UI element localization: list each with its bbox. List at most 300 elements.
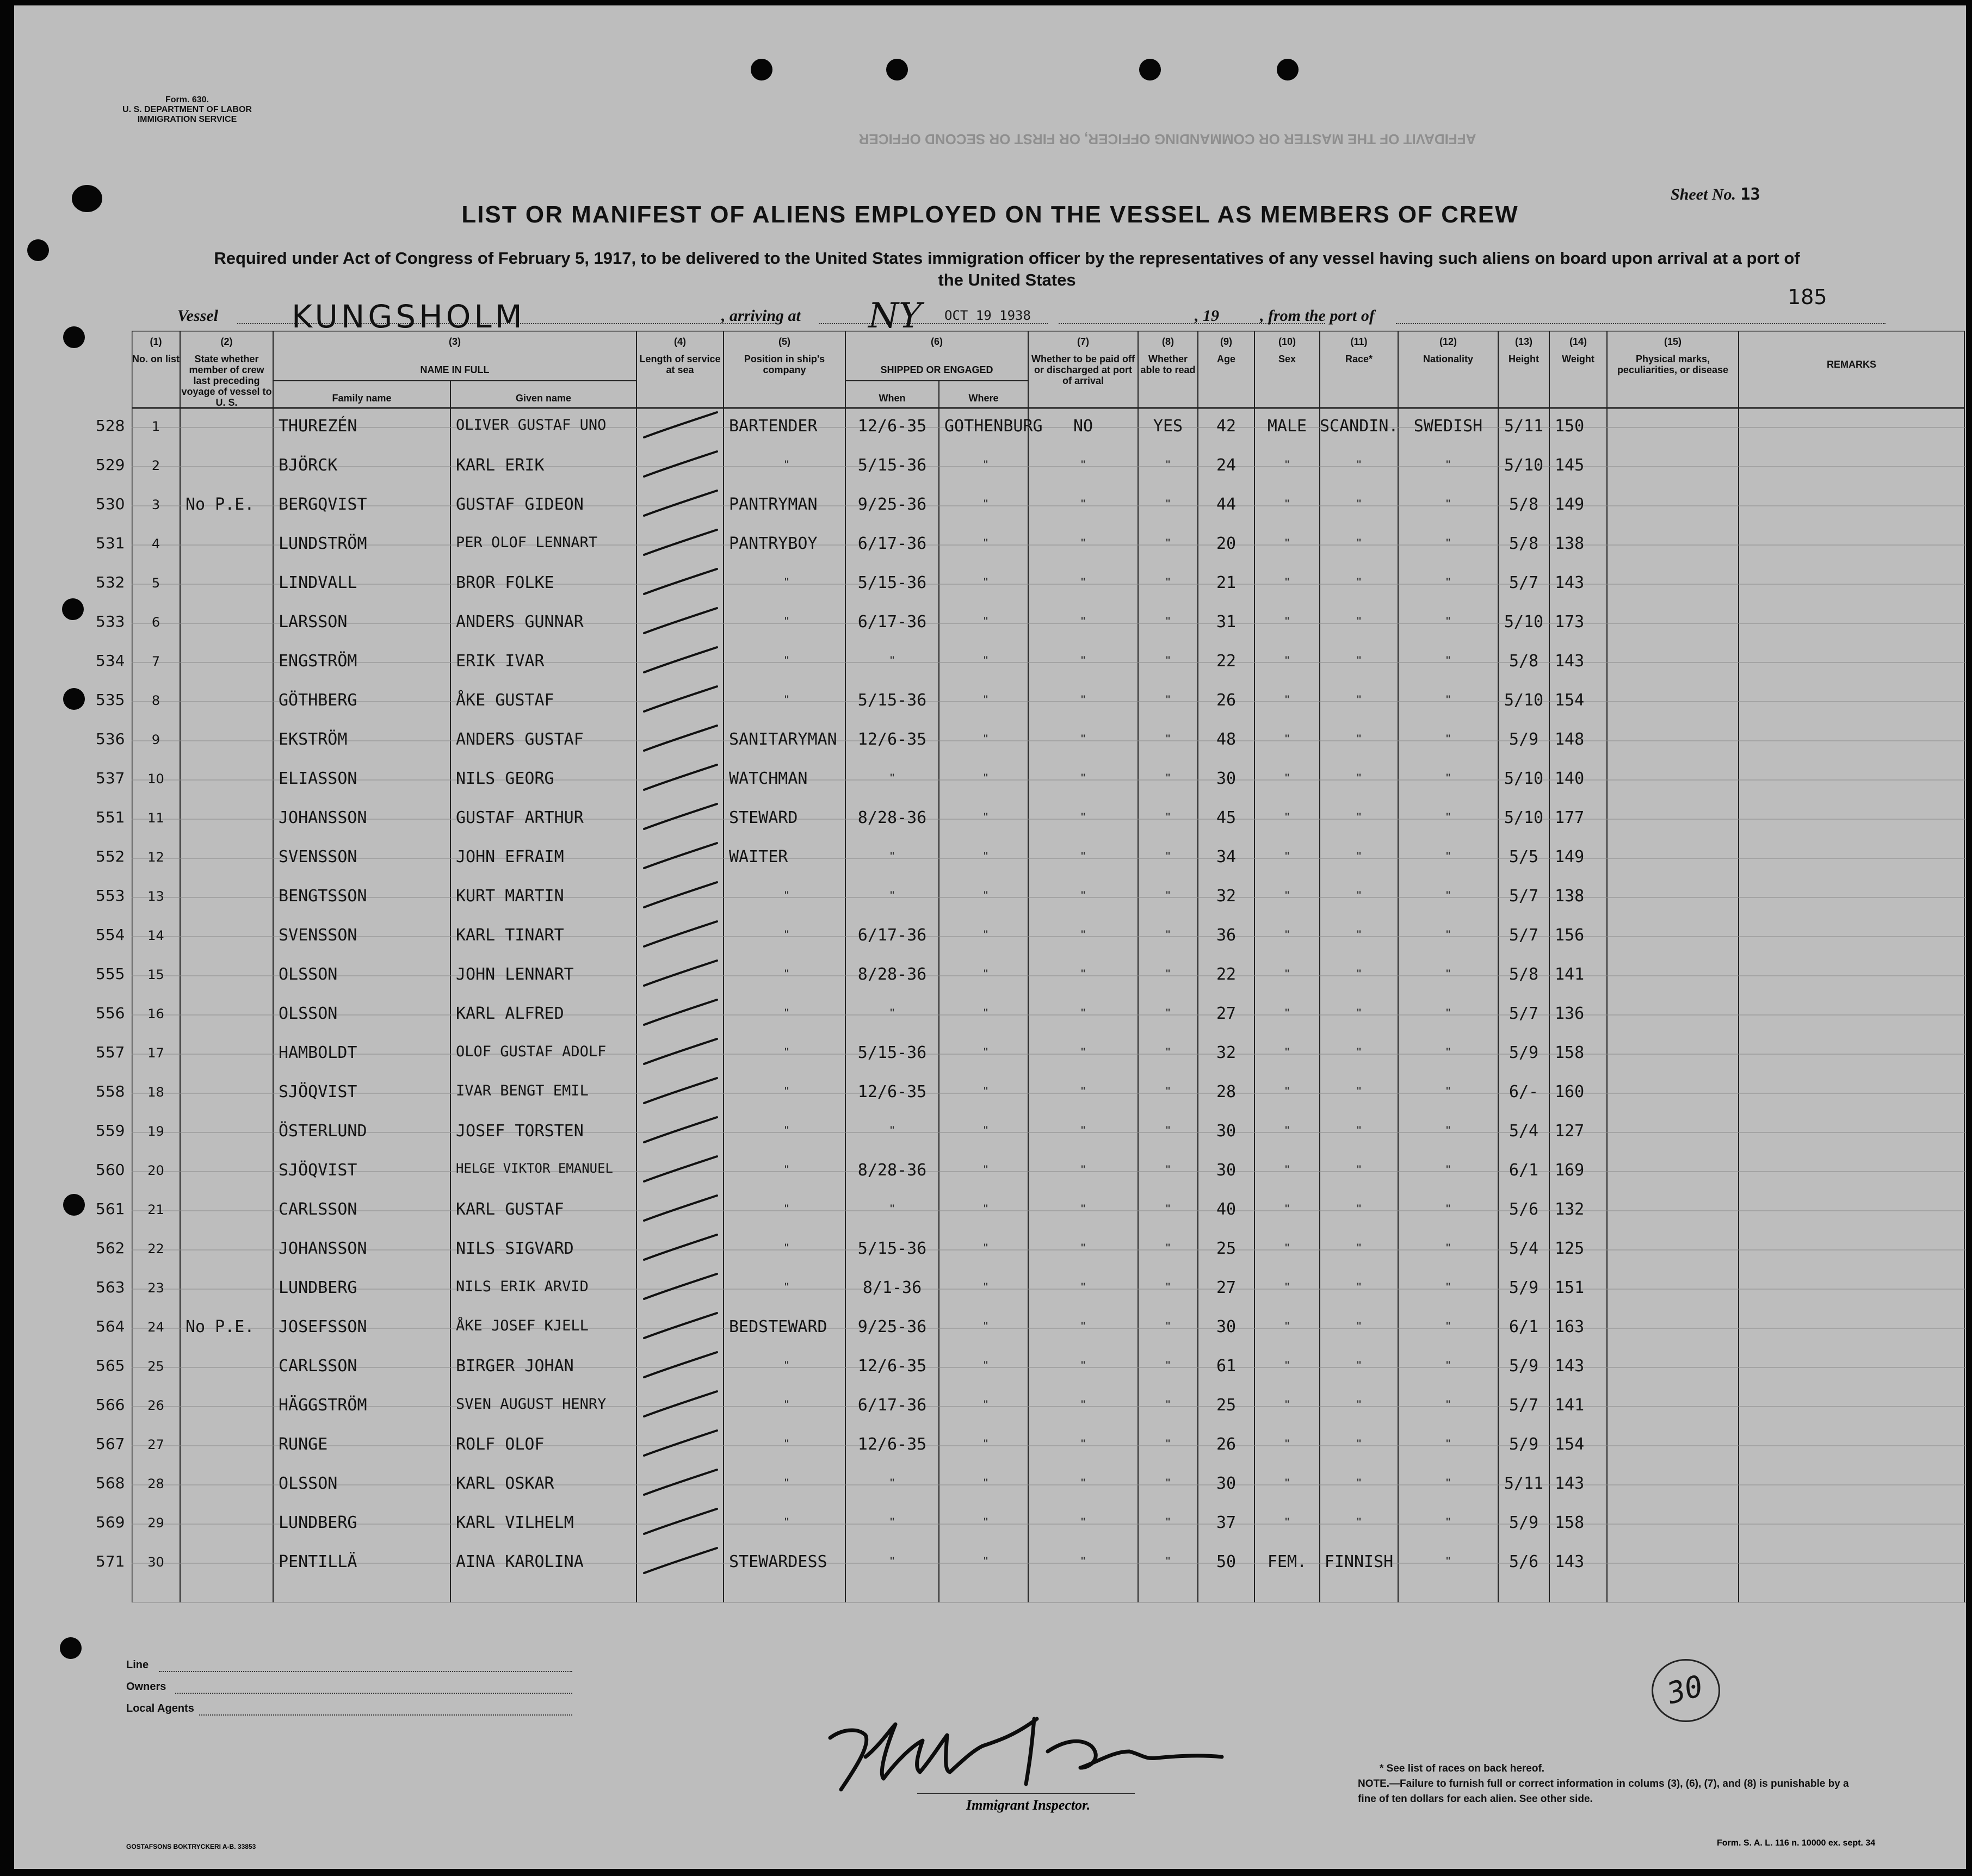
cell-where: " xyxy=(984,615,988,628)
cell-age: 34 xyxy=(1216,847,1237,866)
line-label: Line xyxy=(126,1659,149,1671)
cell-race: " xyxy=(1357,967,1361,981)
cell-read: " xyxy=(1166,1202,1170,1216)
cell-sex: " xyxy=(1285,1476,1289,1490)
cell-position: PANTRYMAN xyxy=(729,495,818,514)
column-header-c6: SHIPPED OR ENGAGED xyxy=(880,364,993,375)
cell-height: 5/4 xyxy=(1509,1122,1539,1141)
cell-read: " xyxy=(1166,654,1170,667)
cell-where: " xyxy=(984,732,988,746)
column-header-c8: Whether able to read xyxy=(1140,354,1196,375)
cell-age: 32 xyxy=(1216,887,1237,906)
service-tick-mark xyxy=(640,1075,721,1107)
cell-weight: 151 xyxy=(1555,1278,1585,1297)
cell-no: 21 xyxy=(147,1202,164,1217)
row-reference-number: 553 xyxy=(96,887,125,905)
cell-where: " xyxy=(984,1006,988,1020)
service-tick-mark xyxy=(640,1466,721,1499)
cell-nationality: " xyxy=(1446,850,1450,863)
department-name: U. S. DEPARTMENT OF LABOR xyxy=(122,105,252,114)
service-tick-mark xyxy=(640,1349,721,1382)
cell-height: 5/9 xyxy=(1509,1435,1539,1454)
cell-sex: " xyxy=(1285,1163,1289,1177)
cell-given: KURT MARTIN xyxy=(456,887,564,906)
column-number: (5) xyxy=(778,336,790,347)
row-reference-number: 558 xyxy=(96,1082,125,1100)
cell-no: 4 xyxy=(151,536,160,552)
cell-sex: " xyxy=(1285,1515,1289,1529)
vessel-name: KUNGSHOLM xyxy=(292,298,526,335)
cell-sex: " xyxy=(1285,693,1289,707)
cell-where: " xyxy=(984,1241,988,1255)
row-reference-number: 568 xyxy=(96,1474,125,1492)
cell-race: " xyxy=(1357,1515,1361,1529)
cell-where: " xyxy=(984,1280,988,1294)
column-header-c11: Race* xyxy=(1345,354,1373,364)
cell-paid: " xyxy=(1081,1398,1085,1411)
row-reference-number: 552 xyxy=(96,847,125,865)
cell-position: WAITER xyxy=(729,847,788,866)
cell-family: ENGSTRÖM xyxy=(279,652,357,671)
cell-sex: " xyxy=(1285,536,1289,550)
row-reference-number: 536 xyxy=(96,730,125,748)
row-reference-number: 559 xyxy=(96,1122,125,1140)
column-header-c10: Sex xyxy=(1278,354,1296,364)
cell-position: " xyxy=(784,1359,789,1372)
cell-nationality: " xyxy=(1446,1006,1450,1020)
punch-hole xyxy=(1277,59,1299,81)
cell-sex: " xyxy=(1285,850,1289,863)
cell-family: JOHANSSON xyxy=(279,1239,367,1258)
cell-where: " xyxy=(984,536,988,550)
cell-weight: 149 xyxy=(1555,495,1585,514)
owners-label: Owners xyxy=(126,1681,166,1693)
cell-where: " xyxy=(984,1320,988,1333)
row-reference-number: 537 xyxy=(96,769,125,787)
cell-height: 5/4 xyxy=(1509,1239,1539,1258)
service-tick-mark xyxy=(640,1231,721,1264)
cell-where: " xyxy=(984,458,988,472)
service-tick-mark xyxy=(640,1271,721,1303)
cell-no: 29 xyxy=(147,1515,164,1531)
cell-when: 12/6-35 xyxy=(857,1082,927,1101)
manifest-subtitle: Required under Act of Congress of February 5, 1917, to be delivered to the United States immigration officer by the representatives of any vessel having such aliens on board upon arrival at a port of the United States xyxy=(214,249,1800,289)
cell-given: HELGE VIKTOR EMANUEL xyxy=(456,1161,613,1176)
service-tick-mark xyxy=(640,1153,721,1186)
cell-weight: 127 xyxy=(1555,1122,1585,1141)
manifest-title: LIST OR MANIFEST OF ALIENS EMPLOYED ON THE VESSEL AS MEMBERS OF CREW xyxy=(461,201,1519,228)
cell-height: 5/7 xyxy=(1509,926,1539,945)
cell-state: No P.E. xyxy=(186,1317,255,1336)
cell-when: 6/17-36 xyxy=(857,612,927,631)
cell-no: 24 xyxy=(147,1320,164,1335)
cell-family: LUNDSTRÖM xyxy=(279,534,367,553)
service-tick-mark xyxy=(640,448,721,481)
service-tick-mark xyxy=(640,1427,721,1460)
cell-age: 30 xyxy=(1216,1161,1237,1180)
cell-family: LARSSON xyxy=(279,612,348,631)
cell-height: 5/5 xyxy=(1509,847,1539,866)
cell-when: 8/28-36 xyxy=(857,965,927,984)
punch-hole xyxy=(63,326,85,348)
cell-no: 16 xyxy=(147,1006,164,1021)
cell-position: " xyxy=(784,1124,789,1137)
cell-where: " xyxy=(984,1515,988,1529)
cell-no: 2 xyxy=(151,458,160,473)
cell-sex: " xyxy=(1285,810,1289,824)
cell-when: " xyxy=(890,889,894,902)
cell-position: STEWARDESS xyxy=(729,1552,827,1571)
cell-family: RUNGE xyxy=(279,1435,328,1454)
cell-weight: 158 xyxy=(1555,1513,1585,1532)
service-tick-mark xyxy=(640,527,721,559)
cell-position: " xyxy=(784,1280,789,1294)
cell-age: 30 xyxy=(1216,1474,1237,1493)
cell-given: ANDERS GUSTAF xyxy=(456,730,584,749)
row-reference-number: 562 xyxy=(96,1239,125,1257)
cell-sex: " xyxy=(1285,654,1289,667)
vessel-label: Vessel xyxy=(177,307,218,325)
cell-sex: " xyxy=(1285,732,1289,746)
cell-paid: " xyxy=(1081,1085,1085,1098)
punch-hole xyxy=(1139,59,1161,81)
cell-nationality: " xyxy=(1446,1359,1450,1372)
column-header-c5: Position in ship's company xyxy=(744,354,825,375)
cell-nationality: " xyxy=(1446,928,1450,942)
cell-paid: " xyxy=(1081,810,1085,824)
cell-when: 9/25-36 xyxy=(857,1317,927,1336)
cell-read: " xyxy=(1166,1515,1170,1529)
cell-family: OLSSON xyxy=(279,1474,338,1493)
cell-family: CARLSSON xyxy=(279,1200,357,1219)
cell-when: " xyxy=(890,1515,894,1529)
column-header-c9: Age xyxy=(1216,354,1235,364)
cell-family: GÖTHBERG xyxy=(279,691,357,710)
cell-nationality: " xyxy=(1446,1085,1450,1098)
cell-no: 17 xyxy=(147,1045,164,1061)
service-tick-mark xyxy=(640,487,721,520)
circled-mark: 30 xyxy=(1652,1659,1720,1722)
cell-nationality: " xyxy=(1446,810,1450,824)
cell-age: 31 xyxy=(1216,612,1237,631)
arrival-date-stamp: OCT 19 1938 xyxy=(944,308,1031,323)
cell-race: " xyxy=(1357,850,1361,863)
row-reference-number: 564 xyxy=(96,1317,125,1335)
cell-height: 5/10 xyxy=(1504,456,1544,475)
cell-no: 12 xyxy=(147,850,164,865)
cell-paid: " xyxy=(1081,1006,1085,1020)
column-header-c3: NAME IN FULL xyxy=(420,364,490,375)
local-agents-label: Local Agents xyxy=(126,1702,194,1714)
cell-race: " xyxy=(1357,1359,1361,1372)
cell-given: JOHN LENNART xyxy=(456,965,574,984)
cell-paid: " xyxy=(1081,575,1085,589)
column-subheader-where: Where xyxy=(968,393,999,404)
cell-height: 5/8 xyxy=(1509,495,1539,514)
cell-where: " xyxy=(984,693,988,707)
year-label: , 19 xyxy=(1195,307,1219,325)
cell-weight: 138 xyxy=(1555,534,1585,553)
cell-height: 5/8 xyxy=(1509,965,1539,984)
cell-no: 15 xyxy=(147,967,164,982)
cell-paid: " xyxy=(1081,1437,1085,1451)
cell-paid: " xyxy=(1081,889,1085,902)
cell-nationality: " xyxy=(1446,1202,1450,1216)
cell-given: GUSTAF ARTHUR xyxy=(456,808,584,827)
page-number: 185 xyxy=(1788,285,1827,309)
cell-no: 27 xyxy=(147,1437,164,1452)
cell-weight: 141 xyxy=(1555,1396,1585,1415)
cell-read: " xyxy=(1166,928,1170,942)
cell-paid: " xyxy=(1081,1515,1085,1529)
cell-no: 23 xyxy=(147,1280,164,1296)
cell-age: 27 xyxy=(1216,1004,1237,1023)
cell-read: " xyxy=(1166,1163,1170,1177)
punch-hole xyxy=(60,1637,82,1659)
cell-height: 5/10 xyxy=(1504,808,1544,827)
cell-paid: " xyxy=(1081,458,1085,472)
cell-age: 48 xyxy=(1216,730,1237,749)
column-number: (6) xyxy=(931,336,943,347)
cell-paid: NO xyxy=(1073,417,1093,436)
cell-race: " xyxy=(1357,1045,1361,1059)
service-tick-mark xyxy=(640,801,721,833)
cell-when: 6/17-36 xyxy=(857,1396,927,1415)
cell-nationality: " xyxy=(1446,654,1450,667)
cell-where: " xyxy=(984,1124,988,1137)
cell-sex: " xyxy=(1285,928,1289,942)
cell-nationality: " xyxy=(1446,458,1450,472)
cell-weight: 143 xyxy=(1555,1357,1585,1376)
cell-given: ROLF OLOF xyxy=(456,1435,545,1454)
cell-family: SJÖQVIST xyxy=(279,1082,357,1101)
cell-height: 5/6 xyxy=(1509,1552,1539,1571)
cell-paid: " xyxy=(1081,615,1085,628)
cell-race: " xyxy=(1357,928,1361,942)
cell-height: 5/7 xyxy=(1509,887,1539,906)
cell-read: " xyxy=(1166,1085,1170,1098)
cell-read: " xyxy=(1166,1124,1170,1137)
cell-weight: 145 xyxy=(1555,456,1585,475)
service-tick-mark xyxy=(640,918,721,951)
cell-paid: " xyxy=(1081,1163,1085,1177)
cell-sex: FEM. xyxy=(1267,1552,1307,1571)
form-code: Form. S. A. L. 116 n. 10000 ex. sept. 34 xyxy=(1717,1838,1876,1848)
row-reference-number: 563 xyxy=(96,1278,125,1296)
cell-given: NILS ERIK ARVID xyxy=(456,1278,589,1295)
column-number: (3) xyxy=(449,336,461,347)
cell-weight: 177 xyxy=(1555,808,1585,827)
cell-age: 37 xyxy=(1216,1513,1237,1532)
cell-where: " xyxy=(984,967,988,981)
cell-read: " xyxy=(1166,693,1170,707)
cell-nationality: " xyxy=(1446,1124,1450,1137)
column-number: (1) xyxy=(150,336,162,347)
cell-when: 8/28-36 xyxy=(857,808,927,827)
vessel-line xyxy=(177,285,1918,336)
cell-race: " xyxy=(1357,458,1361,472)
cell-position: " xyxy=(784,1163,789,1177)
cell-when: 12/6-35 xyxy=(857,730,927,749)
row-reference-number: 557 xyxy=(96,1043,125,1061)
service-tick-mark xyxy=(640,683,721,716)
cell-no: 7 xyxy=(151,654,160,669)
cell-height: 5/11 xyxy=(1504,417,1544,436)
cell-position: " xyxy=(784,575,789,589)
cell-state: No P.E. xyxy=(186,495,255,514)
cell-family: SJÖQVIST xyxy=(279,1161,357,1180)
cell-sex: " xyxy=(1285,575,1289,589)
cell-age: 25 xyxy=(1216,1396,1237,1415)
cell-sex: " xyxy=(1285,1045,1289,1059)
service-tick-mark xyxy=(640,1114,721,1147)
row-reference-number: 569 xyxy=(96,1513,125,1531)
cell-nationality: " xyxy=(1446,536,1450,550)
service-name: IMMIGRATION SERVICE xyxy=(137,115,237,124)
cell-when: " xyxy=(890,1006,894,1020)
cell-position: " xyxy=(784,1437,789,1451)
cell-nationality: " xyxy=(1446,771,1450,785)
cell-position: " xyxy=(784,615,789,628)
service-tick-mark xyxy=(640,761,721,794)
cell-family: LINDVALL xyxy=(279,573,357,592)
cell-no: 5 xyxy=(151,575,160,591)
row-reference-number: 560 xyxy=(96,1161,125,1179)
cell-family: OLSSON xyxy=(279,965,338,984)
column-header-c4: Length of service at sea xyxy=(639,354,721,375)
cell-family: JOSEFSSON xyxy=(279,1317,367,1336)
cell-paid: " xyxy=(1081,1202,1085,1216)
cell-family: OLSSON xyxy=(279,1004,338,1023)
cell-sex: " xyxy=(1285,1085,1289,1098)
sheet-number-value: 13 xyxy=(1740,185,1760,204)
cell-read: " xyxy=(1166,1320,1170,1333)
cell-nationality: SWEDISH xyxy=(1413,417,1483,436)
cell-where: " xyxy=(984,1398,988,1411)
cell-weight: 160 xyxy=(1555,1082,1585,1101)
arriving-port: NY xyxy=(868,296,922,336)
cell-sex: " xyxy=(1285,771,1289,785)
column-subheader-when: When xyxy=(879,393,906,404)
cell-position: BARTENDER xyxy=(729,417,818,436)
cell-position: " xyxy=(784,458,789,472)
cell-race: " xyxy=(1357,1085,1361,1098)
cell-height: 5/9 xyxy=(1509,730,1539,749)
cell-when: 5/15-36 xyxy=(857,456,927,475)
cell-when: " xyxy=(890,850,894,863)
cell-age: 20 xyxy=(1216,534,1237,553)
row-reference-number: 534 xyxy=(96,652,125,670)
cell-no: 28 xyxy=(147,1476,164,1491)
cell-age: 40 xyxy=(1216,1200,1237,1219)
cell-when: " xyxy=(890,1476,894,1490)
cell-race: " xyxy=(1357,1398,1361,1411)
cell-given: GUSTAF GIDEON xyxy=(456,495,584,514)
cell-where: " xyxy=(984,654,988,667)
cell-nationality: " xyxy=(1446,1476,1450,1490)
cell-race: " xyxy=(1357,1006,1361,1020)
service-tick-mark xyxy=(640,840,721,872)
cell-where: " xyxy=(984,1359,988,1372)
cell-paid: " xyxy=(1081,497,1085,511)
cell-race: " xyxy=(1357,497,1361,511)
service-tick-mark xyxy=(640,1310,721,1342)
cell-sex: " xyxy=(1285,1202,1289,1216)
cell-read: " xyxy=(1166,1280,1170,1294)
cell-read: " xyxy=(1166,1359,1170,1372)
cell-read: " xyxy=(1166,1555,1170,1568)
cell-family: LUNDBERG xyxy=(279,1278,357,1297)
column-header-c7: Whether to be paid off or discharged at port of arrival xyxy=(1031,354,1135,386)
cell-paid: " xyxy=(1081,732,1085,746)
cell-when: 6/17-36 xyxy=(857,926,927,945)
cell-family: SVENSSON xyxy=(279,926,357,945)
cell-race: " xyxy=(1357,1124,1361,1137)
cell-paid: " xyxy=(1081,771,1085,785)
from-port-label: , from the port of xyxy=(1260,307,1375,325)
cell-race: " xyxy=(1357,615,1361,628)
cell-nationality: " xyxy=(1446,693,1450,707)
cell-position: BEDSTEWARD xyxy=(729,1317,827,1336)
column-header-c2: State whether member of crew last preceding voyage of vessel to U. S. xyxy=(181,354,272,408)
cell-weight: 156 xyxy=(1555,926,1585,945)
cell-weight: 173 xyxy=(1555,612,1585,631)
form-identification xyxy=(106,95,269,125)
inspector-label: Immigrant Inspector. xyxy=(966,1797,1091,1813)
cell-height: 5/9 xyxy=(1509,1278,1539,1297)
cell-no: 19 xyxy=(147,1124,164,1139)
cell-where: " xyxy=(984,889,988,902)
row-reference-number: 533 xyxy=(96,612,125,630)
cell-weight: 163 xyxy=(1555,1317,1585,1336)
cell-given: ÅKE JOSEF KJELL xyxy=(456,1317,589,1334)
cell-race: " xyxy=(1357,810,1361,824)
cell-race: " xyxy=(1357,1320,1361,1333)
row-reference-number: 565 xyxy=(96,1357,125,1375)
cell-height: 5/8 xyxy=(1509,652,1539,671)
cell-family: ELIASSON xyxy=(279,769,357,788)
cell-weight: 143 xyxy=(1555,1474,1585,1493)
cell-given: AINA KAROLINA xyxy=(456,1552,584,1571)
cell-where: GOTHENBURG xyxy=(944,417,1043,436)
cell-where: " xyxy=(984,1163,988,1177)
cell-read: " xyxy=(1166,1476,1170,1490)
cell-sex: " xyxy=(1285,1359,1289,1372)
punch-hole xyxy=(63,688,85,710)
column-header-c16: REMARKS xyxy=(1826,359,1876,370)
cell-race: " xyxy=(1357,654,1361,667)
cell-weight: 149 xyxy=(1555,847,1585,866)
cell-read: " xyxy=(1166,771,1170,785)
service-tick-mark xyxy=(640,996,721,1029)
cell-position: WATCHMAN xyxy=(729,769,808,788)
cell-weight: 140 xyxy=(1555,769,1585,788)
cell-position: " xyxy=(784,1241,789,1255)
punch-hole xyxy=(63,1194,85,1216)
cell-no: 6 xyxy=(151,615,160,630)
cell-when: 5/15-36 xyxy=(857,573,927,592)
cell-read: " xyxy=(1166,810,1170,824)
column-number: (13) xyxy=(1514,336,1532,347)
cell-nationality: " xyxy=(1446,967,1450,981)
column-number: (8) xyxy=(1162,336,1174,347)
cell-family: BJÖRCK xyxy=(279,456,338,475)
cell-read: " xyxy=(1166,967,1170,981)
cell-age: 45 xyxy=(1216,808,1237,827)
cell-given: OLIVER GUSTAF UNO xyxy=(456,417,607,434)
cell-height: 5/9 xyxy=(1509,1513,1539,1532)
cell-when: 12/6-35 xyxy=(857,1435,927,1454)
